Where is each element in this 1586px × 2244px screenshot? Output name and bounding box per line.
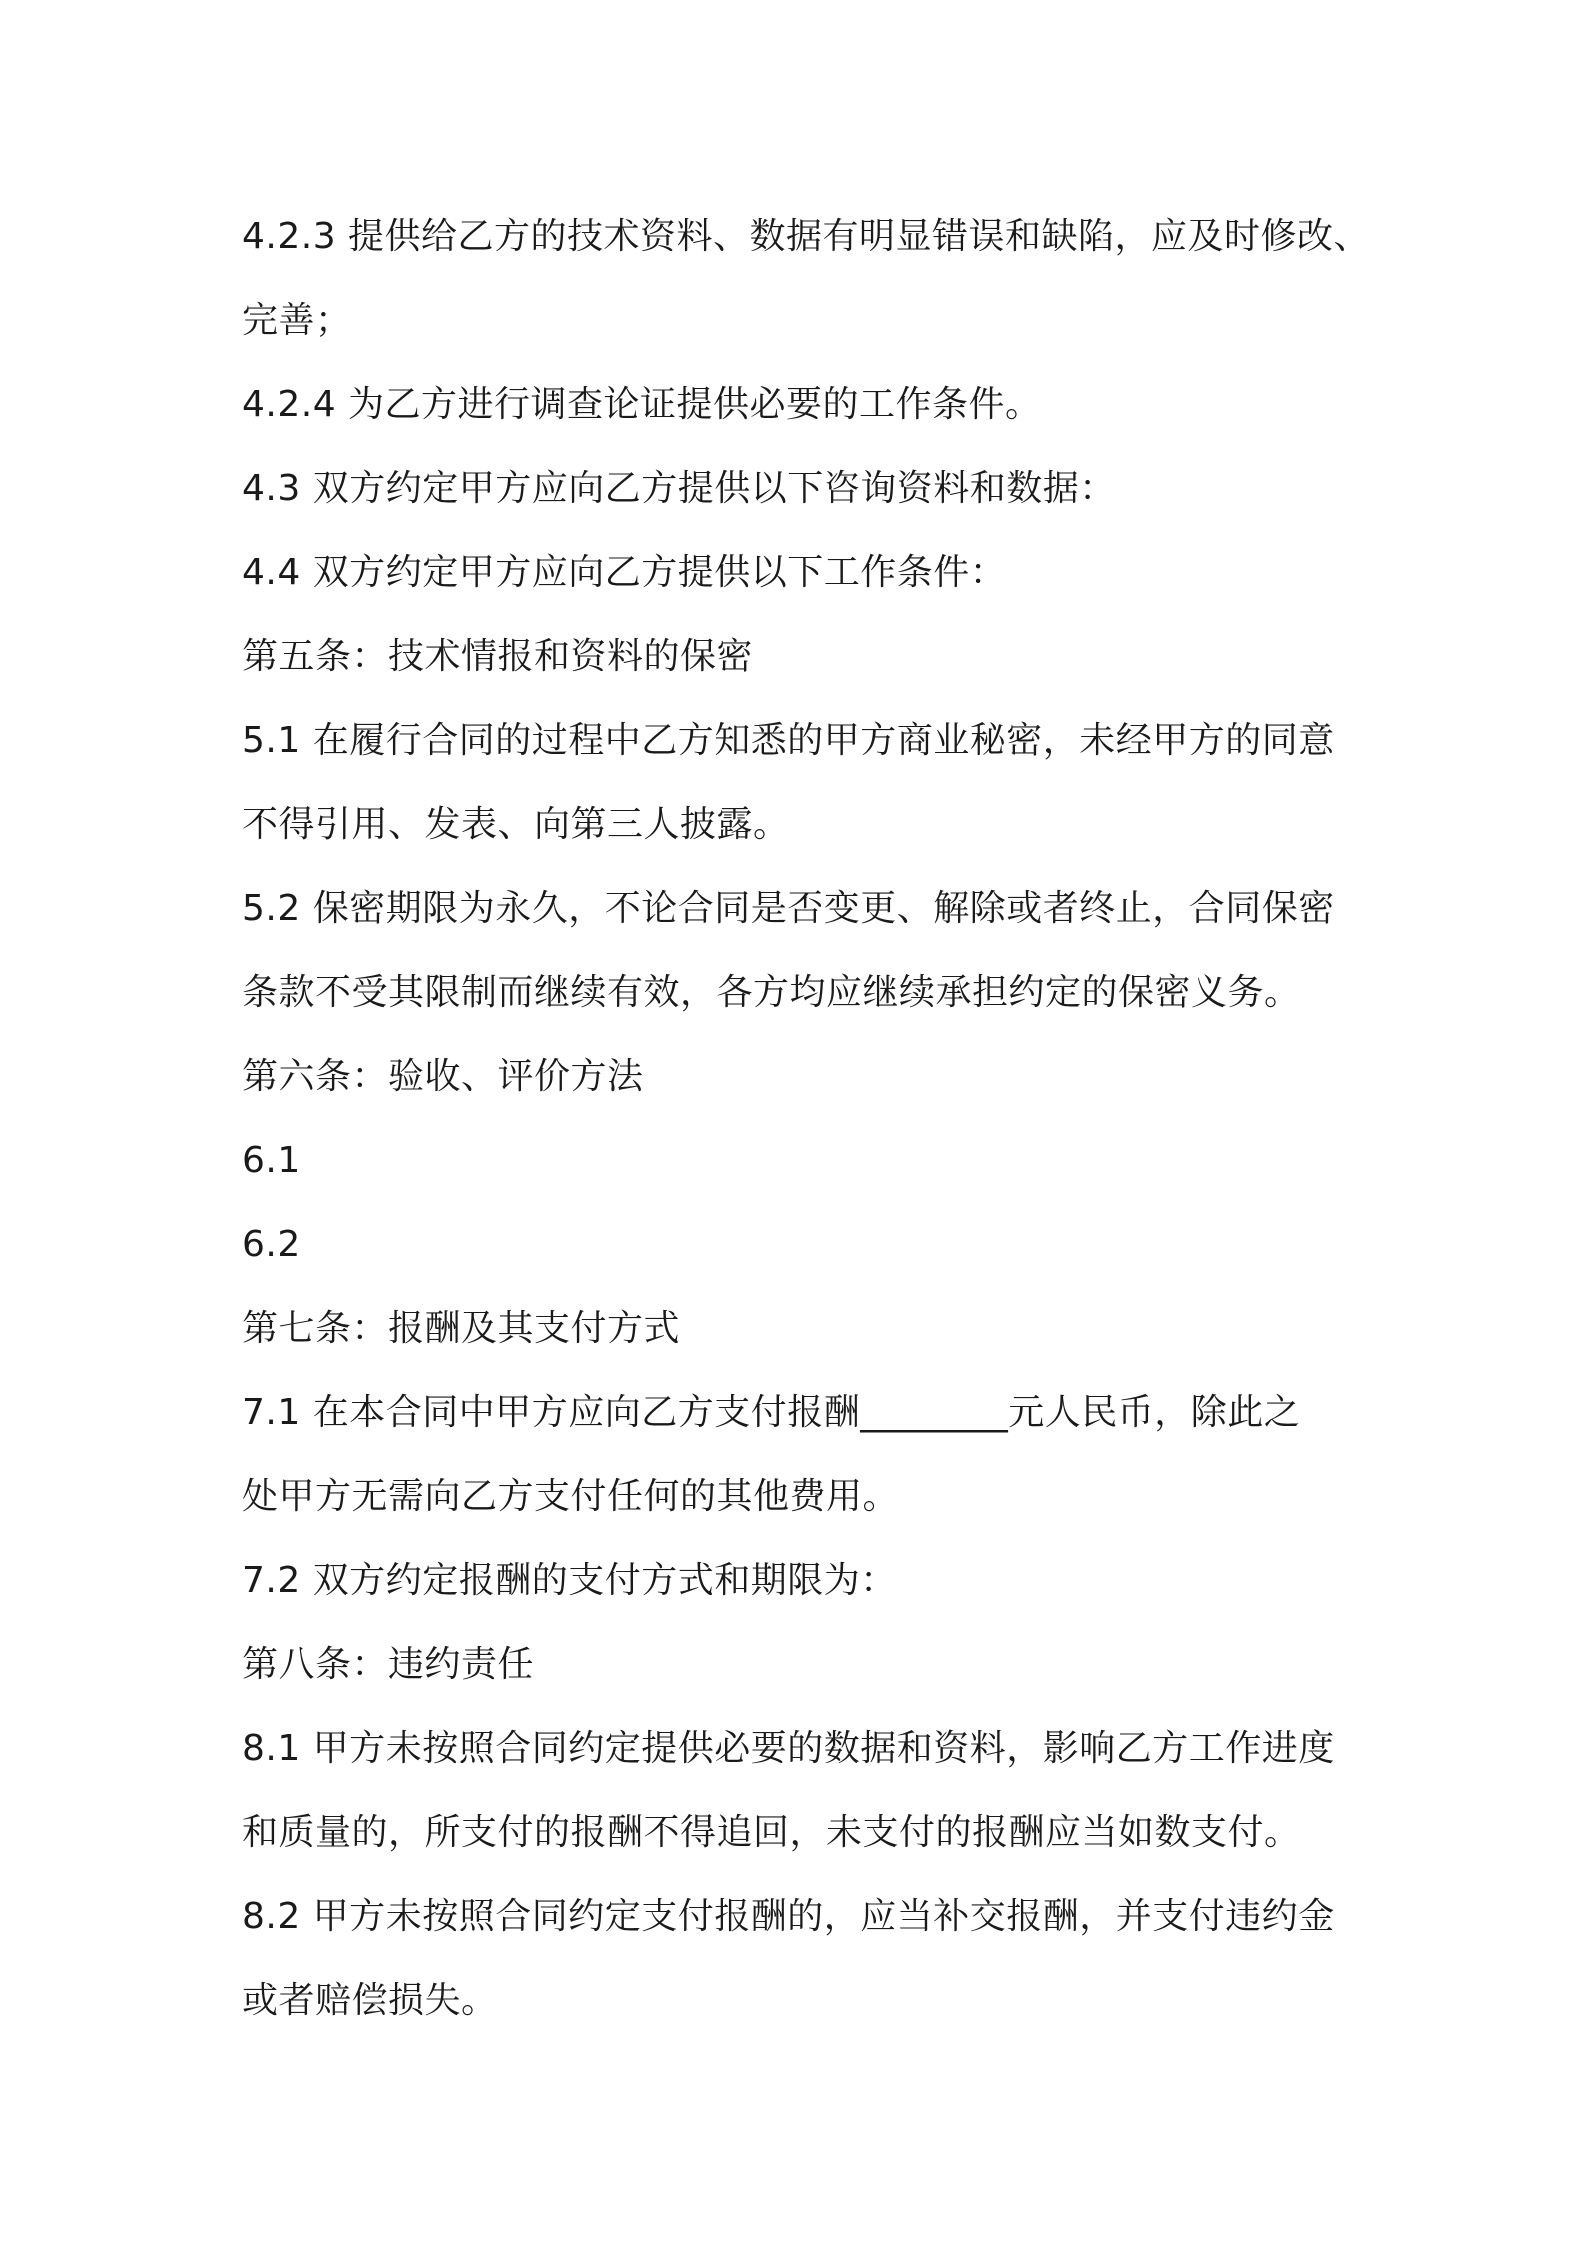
document-body	[242, 195, 1382, 2043]
clause-7-1-line-1: 7.1 在本合同中甲方应向乙方支付报酬________元人民币，除此之	[242, 1392, 1301, 1433]
clause-7-2: 7.2 双方约定报酬的支付方式和期限为：	[242, 1560, 897, 1601]
clause-5-1-line-1: 5.1 在履行合同的过程中乙方知悉的甲方商业秘密，未经甲方的同意	[242, 720, 1335, 761]
clause-8-2-line-2: 或者赔偿损失。	[242, 1980, 498, 2021]
article-6-heading: 第六条：验收、评价方法	[242, 1056, 644, 1097]
article-8-heading: 第八条：违约责任	[242, 1644, 535, 1685]
clause-5-2-line-1: 5.2 保密期限为永久，不论合同是否变更、解除或者终止，合同保密	[242, 888, 1335, 929]
clause-8-1-line-2: 和质量的，所支付的报酬不得追回，未支付的报酬应当如数支付。	[242, 1812, 1301, 1853]
clause-4-2-4: 4.2.4 为乙方进行调查论证提供必要的工作条件。	[242, 384, 1042, 425]
clause-4-2-3-line-1: 4.2.3 提供给乙方的技术资料、数据有明显错误和缺陷，应及时修改、	[242, 216, 1371, 257]
clause-6-2: 6.2	[242, 1224, 301, 1265]
article-5-heading: 第五条：技术情报和资料的保密	[242, 636, 754, 677]
clause-7-1-line-2: 处甲方无需向乙方支付任何的其他费用。	[242, 1476, 900, 1517]
clause-8-1-line-1: 8.1 甲方未按照合同约定提供必要的数据和资料，影响乙方工作进度	[242, 1728, 1335, 1769]
clause-6-1: 6.1	[242, 1140, 301, 1181]
clause-5-1-line-2: 不得引用、发表、向第三人披露。	[242, 804, 790, 845]
clause-4-4: 4.4 双方约定甲方应向乙方提供以下工作条件：	[242, 552, 1007, 593]
clause-5-2-line-2: 条款不受其限制而继续有效，各方均应继续承担约定的保密义务。	[242, 972, 1301, 1013]
clause-4-3: 4.3 双方约定甲方应向乙方提供以下咨询资料和数据：	[242, 468, 1116, 509]
clause-4-2-3-line-2: 完善；	[242, 300, 352, 341]
clause-8-2-line-1: 8.2 甲方未按照合同约定支付报酬的，应当补交报酬，并支付违约金	[242, 1896, 1335, 1937]
article-7-heading: 第七条：报酬及其支付方式	[242, 1308, 681, 1349]
